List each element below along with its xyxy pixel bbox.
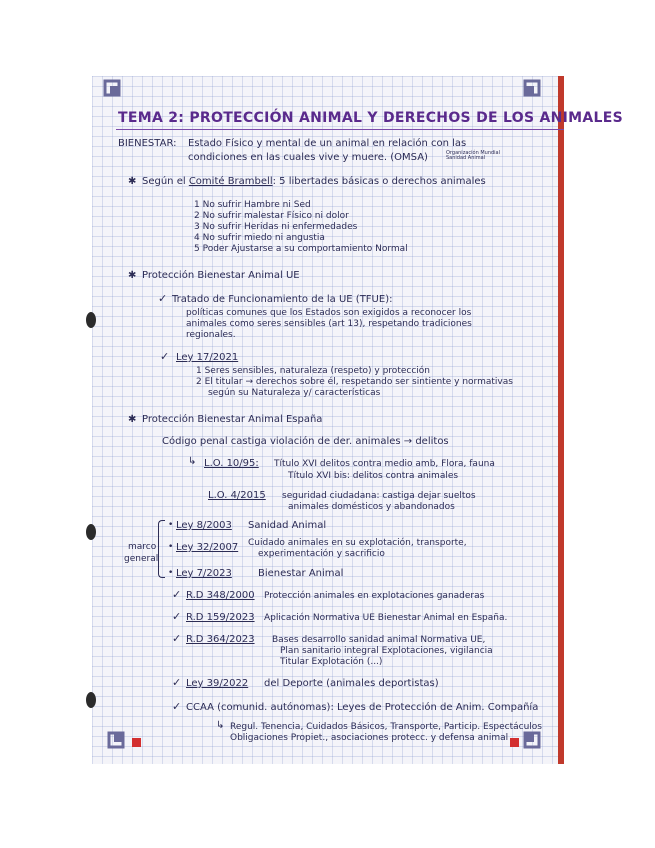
ue-heading: Protección Bienestar Animal UE [142, 270, 300, 281]
tfue-line: Tratado de Funcionamiento de la UE (TFUE): [172, 294, 393, 305]
lo-4-2015-label: L.O. 4/2015 [208, 490, 266, 501]
ley-17-2021-item-2: 2 El titular → derechos sobre él, respetando ser sintiente y normativas [196, 377, 513, 387]
bullet-icon: • [168, 568, 174, 578]
brambell-intro-committee: Comité Brambell [188, 176, 273, 187]
marco-label-2: general [124, 554, 159, 564]
marco-brace [158, 520, 165, 578]
es-heading: Protección Bienestar Animal España [142, 414, 323, 425]
brambell-intro-post: : 5 libertades básicas o derechos animales [272, 176, 486, 187]
lo-4-2015-text-2: animales domésticos y abandonados [288, 502, 455, 512]
red-marker [510, 738, 519, 747]
rd-348-2000-text: Protección animales en explotaciones ganaderas [264, 591, 485, 601]
binder-hole [86, 312, 96, 328]
ley-8-2003-label: Ley 8/2003 [176, 520, 232, 531]
corner-mark-icon [524, 732, 540, 748]
ley-39-2022-text: del Deporte (animales deportistas) [264, 678, 439, 689]
bienestar-label: BIENESTAR: [118, 138, 177, 149]
ley-39-2022-label: Ley 39/2022 [186, 678, 249, 689]
tfue-text-2: animales como seres sensibles (art 13), respetando tradiciones [186, 319, 472, 329]
ley-32-2007-label: Ley 32/2007 [176, 542, 239, 553]
list-item: 2 No sufrir malestar Físico ni dolor [194, 211, 349, 221]
rd-348-2000-label: R.D 348/2000 [186, 590, 255, 601]
marco-label-1: marco [128, 542, 157, 552]
arrow-icon: ↳ [188, 456, 197, 467]
bienestar-def-line2: condiciones en las cuales vive y muere. (OMSA) [188, 152, 428, 163]
check-icon: ✓ [172, 610, 182, 623]
ley-17-2021-item-3: según su Naturaleza y/ características [208, 388, 381, 398]
ccaa-detail-1: Regul. Tenencia, Cuidados Básicos, Transporte, Particip. Espectáculos [230, 722, 542, 732]
binder-hole [86, 524, 96, 540]
brambell-intro-pre: Según el [142, 176, 186, 187]
lo-10-95-text-1: Título XVI delitos contra medio amb, Flora, fauna [274, 459, 495, 469]
brambell-intro [142, 176, 486, 187]
check-icon: ✓ [172, 632, 182, 645]
ccaa-detail-2: Obligaciones Propiet., asociaciones protecc. y defensa animal [230, 733, 509, 743]
red-marker [132, 738, 141, 747]
page-title: TEMA 2: PROTECCIÓN ANIMAL Y DERECHOS DE LOS ANIMALES [118, 110, 624, 126]
bienestar-def-line1: Estado Físico y mental de un animal en relación con las [188, 138, 467, 149]
list-item: 1 No sufrir Hambre ni Sed [194, 200, 311, 210]
bienestar-note: Organización Mundial Sanidad Animal [446, 150, 501, 161]
star-bullet-icon: ✱ [128, 414, 137, 425]
bullet-icon: • [168, 520, 174, 530]
tfue-text-3: regionales. [186, 330, 236, 340]
notebook-page [92, 76, 624, 764]
ley-8-2003-text: Sanidad Animal [248, 520, 327, 531]
tfue-text-1: políticas comunes que los Estados son exigidos a reconocer los [186, 308, 472, 318]
star-bullet-icon: ✱ [128, 176, 137, 187]
list-item: 3 No sufrir Heridas ni enfermedades [194, 222, 358, 232]
rd-364-2023-label: R.D 364/2023 [186, 634, 255, 645]
corner-mark-icon [524, 80, 540, 96]
rd-159-2023-label: R.D 159/2023 [186, 612, 255, 623]
ccaa-line: CCAA (comunid. autónomas): Leyes de Protección de Anim. Compañía [186, 702, 539, 713]
check-icon: ✓ [160, 350, 170, 363]
title-underline [116, 129, 564, 130]
rd-364-2023-text-3: Titular Explotación (...) [280, 657, 383, 667]
rd-364-2023-text-1: Bases desarrollo sanidad animal Normativa UE, [272, 635, 486, 645]
star-bullet-icon: ✱ [128, 270, 137, 281]
rd-159-2023-text: Aplicación Normativa UE Bienestar Animal en España. [264, 613, 508, 623]
corner-mark-icon [108, 732, 124, 748]
list-item: 5 Poder Ajustarse a su comportamiento Normal [194, 244, 408, 254]
lo-10-95-text-2: Título XVI bis: delitos contra animales [288, 471, 459, 481]
corner-mark-icon [104, 80, 120, 96]
lo-4-2015-text-1: seguridad ciudadana: castiga dejar sueltos [282, 491, 476, 501]
page-red-edge [558, 76, 564, 764]
ley-7-2023-label: Ley 7/2023 [176, 568, 232, 579]
list-item: 4 No sufrir miedo ni angustia [194, 233, 325, 243]
check-icon: ✓ [172, 676, 182, 689]
rd-364-2023-text-2: Plan sanitario integral Explotaciones, vigilancia [280, 646, 493, 656]
codigo-penal: Código penal castiga violación de der. animales → delitos [162, 436, 449, 447]
bullet-icon: • [168, 542, 174, 552]
ley-32-2007-text-1: Cuidado animales en su explotación, transporte, [248, 538, 467, 548]
arrow-icon: ↳ [216, 720, 225, 731]
ley-7-2023-text: Bienestar Animal [258, 568, 344, 579]
lo-10-95-label: L.O. 10/95: [204, 458, 259, 469]
ley-32-2007-text-2: experimentación y sacrificio [258, 549, 385, 559]
check-icon: ✓ [172, 700, 182, 713]
binder-hole [86, 692, 96, 708]
ley-17-2021-item-1: 1 Seres sensibles, naturaleza (respeto) y protección [196, 366, 430, 376]
check-icon: ✓ [158, 292, 168, 305]
check-icon: ✓ [172, 588, 182, 601]
ley-17-2021-label: Ley 17/2021 [176, 352, 239, 363]
